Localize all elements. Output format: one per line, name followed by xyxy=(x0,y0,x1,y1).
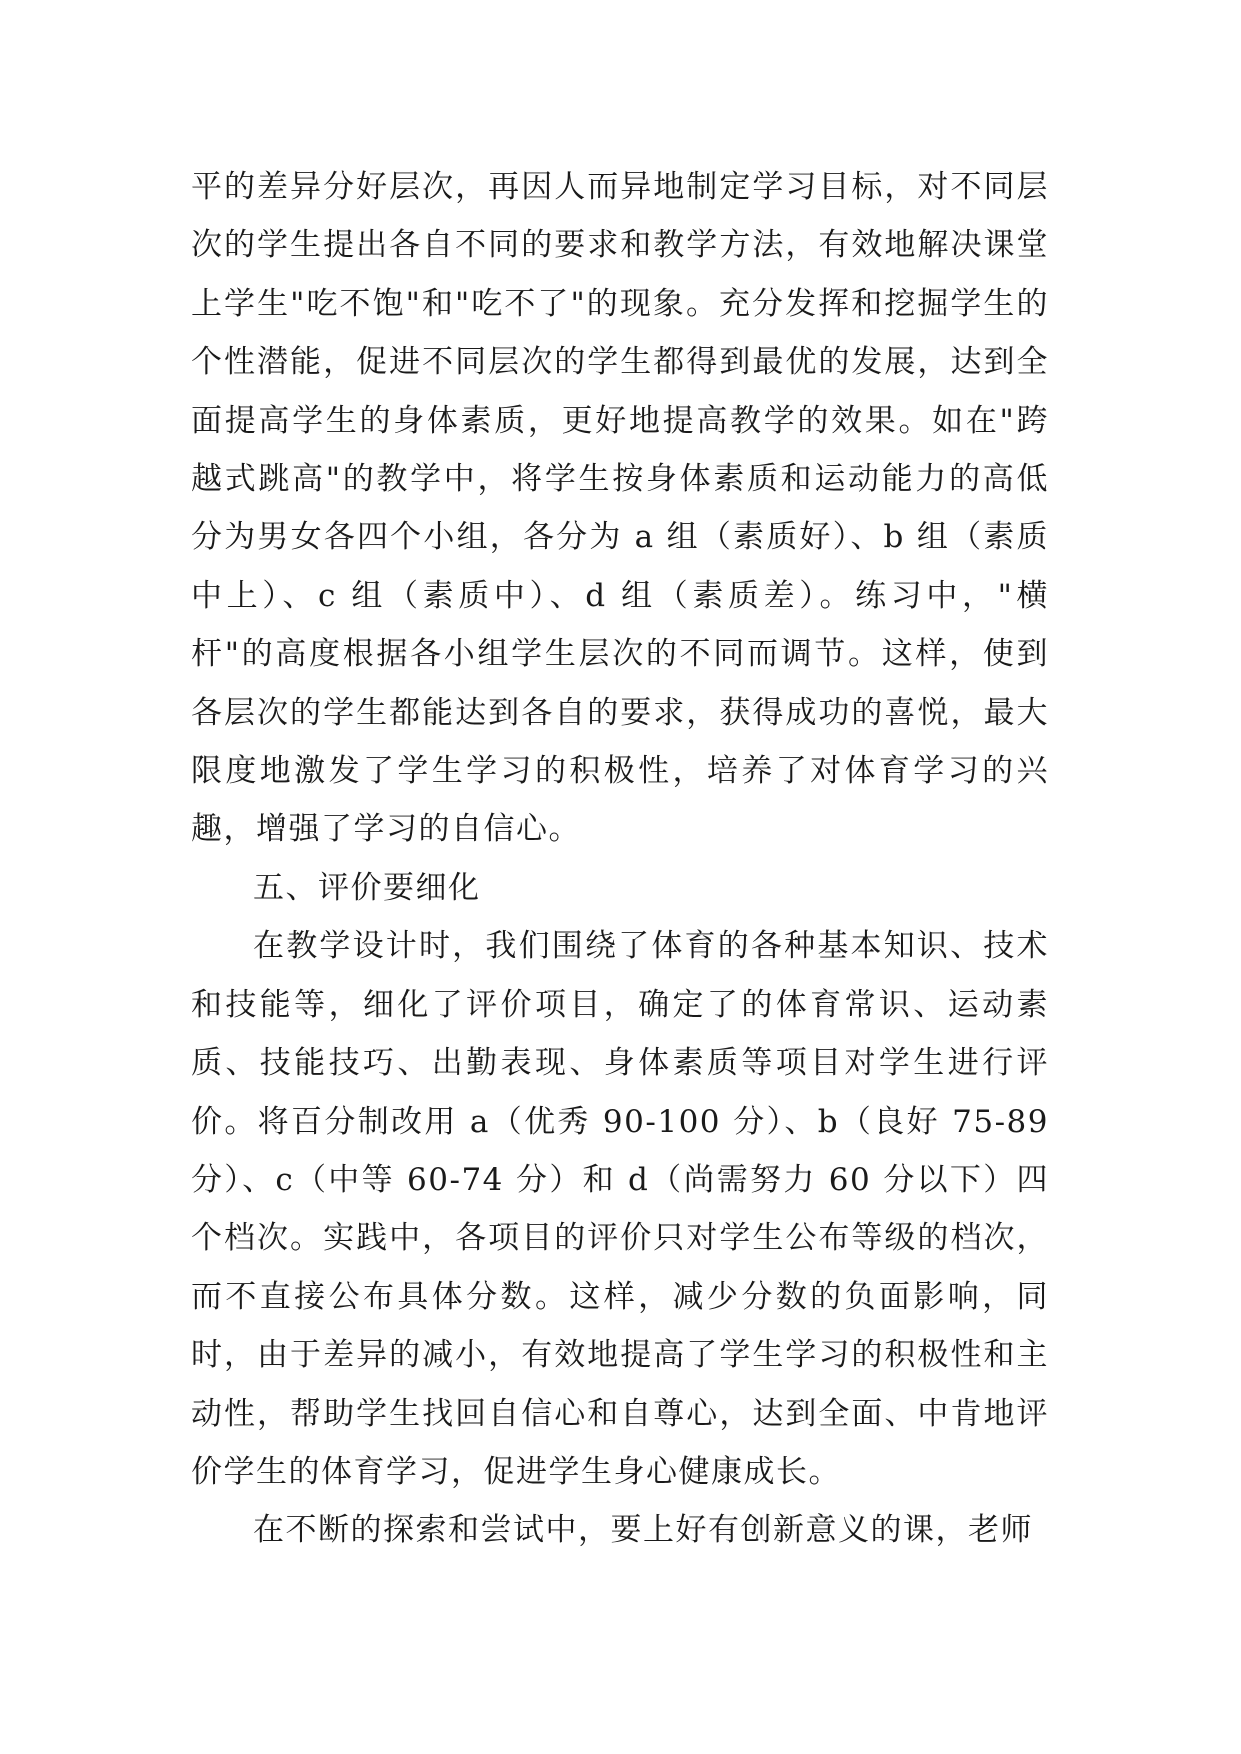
paragraph-layered-teaching: 平的差异分好层次，再因人而异地制定学习目标，对不同层次的学生提出各自不同的要求和教学方法，有效地解决课堂上学生"吃不饱"和"吃不了"的现象。充分发挥和挖掘学生的个性潜能，促进不同层次的学生都得到最优的发展，达到全面提高学生的身体素质，更好地提高教学的效果。如在"跨越式跳高"的教学中，将学生按身体素质和运动能力的高低分为男女各四个小组，各分为 a 组（素质好）、b 组（素质中上）、c 组（素质中）、d 组（素质差）。练习中，"横杆"的高度根据各小组学生层次的不同而调节。这样，使到各层次的学生都能达到各自的要求，获得成功的喜悦，最大限度地激发了学生学习的积极性，培养了对体育学习的兴趣，增强了学习的自信心。 xyxy=(191,169,1049,848)
section-heading-evaluation: 五、评价要细化 xyxy=(253,869,481,906)
paragraph-evaluation-details: 在教学设计时，我们围绕了体育的各种基本知识、技术和技能等，细化了评价项目，确定了的体育常识、运动素质、技能技巧、出勤表现、身体素质等项目对学生进行评价。将百分制改用 a（优秀 90-100 分）、b（良好 75-89 分）、c（中等 60-74 分）和 d（尚需努力 60 分以下）四个档次。实践中，各项目的评价只对学生公布等级的档次，而不直接公布具体分数。这样，减少分数的负面影响，同时，由于差异的减小，有效地提高了学生学习的积极性和主动性，帮助学生找回自信心和自尊心，达到全面、中肯地评价学生的体育学习，促进学生身心健康成长。 xyxy=(191,928,1049,1490)
document-body xyxy=(191,158,1049,1560)
paragraph-innovation: 在不断的探索和尝试中，要上好有创新意义的课，老师 xyxy=(253,1512,1033,1549)
